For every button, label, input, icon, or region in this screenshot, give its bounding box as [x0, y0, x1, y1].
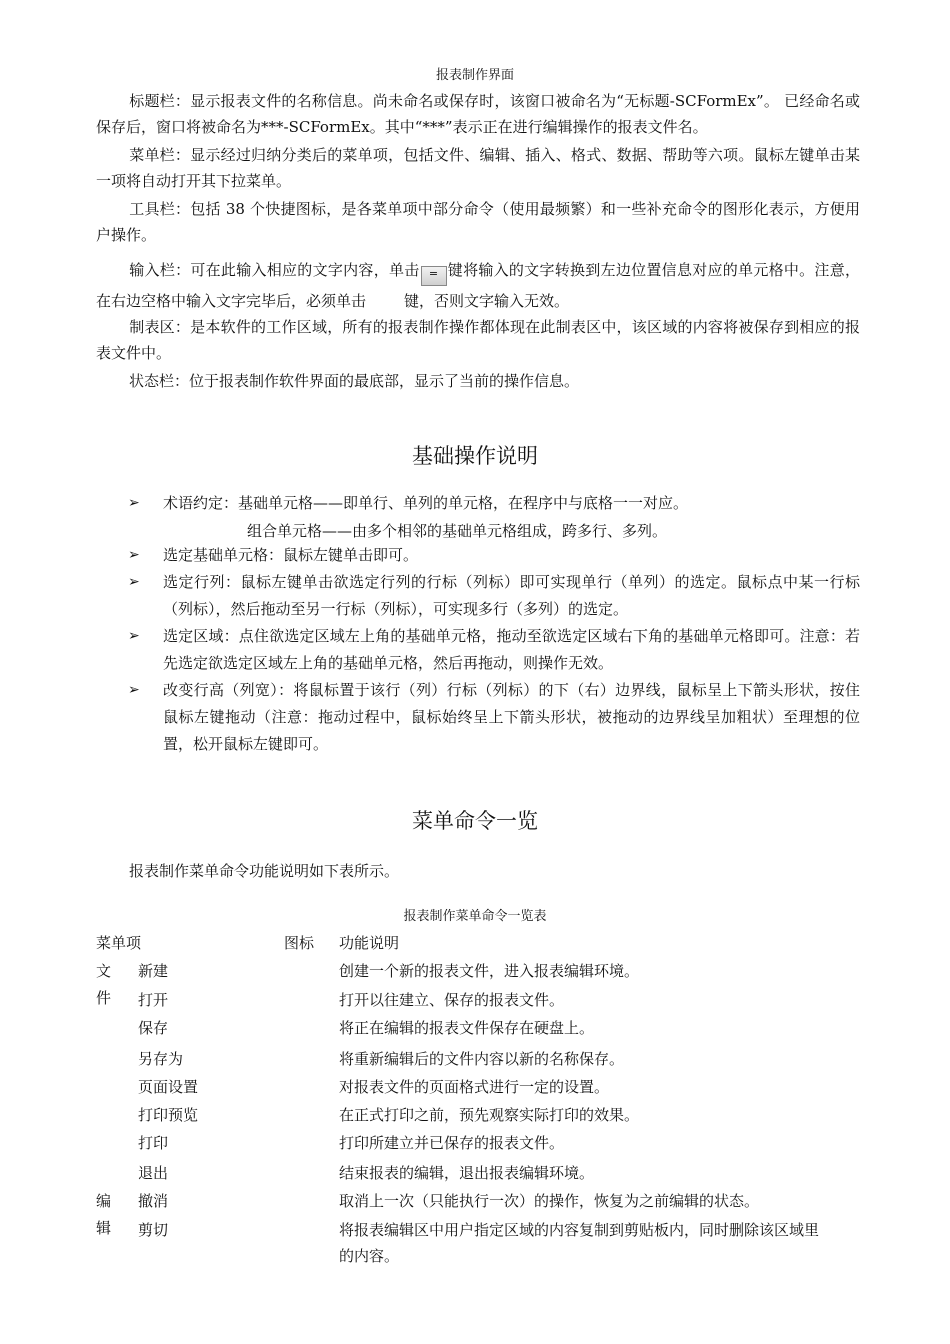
equals-button-icon: =: [421, 266, 447, 286]
bullet-text: 改变行高（列宽）：将鼠标置于该行（列）行标（列标）的下（右）边界线，鼠标呈上下箭头形状，按住鼠标左键拖动（注意：拖动过程中，鼠标始终呈上下箭头形状，被拖动的边界线呈加粗状）至理想的位置，松开鼠标左键即可。: [163, 681, 860, 753]
paragraph-text: 报表制作菜单命令功能说明如下表所示。: [129, 862, 400, 880]
table-intro: [96, 858, 860, 884]
table-row-desc: 打印所建立并已保存的报表文件。: [339, 1134, 565, 1152]
bullet-text: 选定区域：点住欲选定区域左上角的基础单元格，拖动至欲选定区域右下角的基础单元格即可。注意：若先选定欲选定区域左上角的基础单元格，然后再拖动，则操作无效。: [163, 627, 860, 672]
paragraph-text: 状态栏：位于报表制作软件界面的最底部，显示了当前的操作信息。: [129, 372, 580, 390]
group-label-edit: 编: [96, 1192, 112, 1210]
paragraph-text: 输入栏：可在此输入相应的文字内容，单击: [129, 261, 420, 279]
group-label-file: 文: [96, 962, 112, 980]
table-row-desc: 将报表编辑区中用户指定区域的内容复制到剪贴板内，同时删除该区域里的内容。: [339, 1221, 820, 1265]
table-row-item: 撤消: [138, 1192, 169, 1210]
table-row-item: 保存: [138, 1019, 169, 1037]
bullet-terminology-sub: 组合单元格——由多个相邻的基础单元格组成，跨多行、多列。: [247, 522, 668, 540]
bullet-arrow-icon: ➢: [128, 574, 140, 590]
table-row-item: 打开: [138, 991, 169, 1009]
bullet-select-area: [128, 623, 860, 677]
table-row-desc: 将重新编辑后的文件内容以新的名称保存。: [339, 1050, 625, 1068]
paragraph-text: 工具栏：包括 38 个快捷图标，是各菜单项中部分命令（使用最频繁）和一些补充命令的图形化表示，方便用户操作。: [96, 200, 860, 244]
bullet-select-cell: [128, 542, 860, 569]
table-row-item: 打印预览: [138, 1106, 199, 1124]
table-row-desc: 将正在编辑的报表文件保存在硬盘上。: [339, 1019, 595, 1037]
bullet-arrow-icon: ➢: [128, 628, 140, 644]
page-caption: 报表制作界面: [435, 68, 514, 83]
bullet-arrow-icon: ➢: [128, 495, 140, 511]
paragraph-table-area: [96, 314, 860, 366]
table-row-desc: 在正式打印之前，预先观察实际打印的效果。: [339, 1106, 640, 1124]
bullet-text: 选定基础单元格：鼠标左键单击即可。: [163, 546, 419, 564]
bullet-arrow-icon: ➢: [128, 547, 140, 563]
table-row-item: 新建: [138, 962, 169, 980]
paragraph-text: 键将输入的文字转换到左边位置信息对应的单元格中。注意，在右边空格中输入文字完毕后，必须单击: [96, 261, 860, 310]
group-label-edit: 辑: [96, 1219, 112, 1237]
table-row-item: 页面设置: [138, 1078, 199, 1096]
table-row-desc: 结束报表的编辑，退出报表编辑环境。: [339, 1164, 595, 1182]
table-row-desc: 打开以往建立、保存的报表文件。: [339, 991, 565, 1009]
section-heading-basic-ops: 基础操作说明: [412, 444, 538, 468]
paragraph-text: 菜单栏：显示经过归纳分类后的菜单项，包括文件、编辑、插入、格式、数据、帮助等六项。鼠标左键单击某一项将自动打开其下拉菜单。: [96, 146, 860, 190]
table-row-desc: 取消上一次（只能执行一次）的操作，恢复为之前编辑的状态。: [339, 1192, 760, 1210]
section-heading-menu-commands: 菜单命令一览: [412, 809, 538, 833]
paragraph-text: 键，否则文字输入无效。: [404, 292, 570, 310]
table-row-item: 退出: [138, 1164, 169, 1182]
group-label-file: 件: [96, 989, 112, 1007]
paragraph-text: 标题栏：显示报表文件的名称信息。尚未命名或保存时，该窗口被命名为“无标题-SCFormEx”。 已经命名或保存后，窗口将被命名为***-SCFormEx。其中“***”表示正在进行编辑操作的报表文件名。: [96, 92, 860, 136]
table-header-menu: 菜单项: [96, 934, 142, 952]
table-header-desc: 功能说明: [339, 934, 400, 952]
bullet-text: 选定行列：鼠标左键单击欲选定行列的行标（列标）即可实现单行（单列）的选定。鼠标点中某一行标（列标），然后拖动至另一行标（列标），可实现多行（多列）的选定。: [163, 573, 860, 618]
paragraph-text: 制表区：是本软件的工作区域，所有的报表制作操作都体现在此制表区中，该区域的内容将被保存到相应的报表文件中。: [96, 318, 860, 362]
paragraph-toolbar: [96, 196, 860, 248]
table-row-item: 打印: [138, 1134, 169, 1152]
table-row-desc: 对报表文件的页面格式进行一定的设置。: [339, 1078, 610, 1096]
paragraph-input-bar: [96, 255, 860, 316]
bullet-text: 术语约定：基础单元格——即单行、单列的单元格，在程序中与底格一一对应。: [163, 494, 689, 512]
paragraph-title-bar: [96, 88, 860, 140]
table-row-item: 另存为: [138, 1050, 184, 1068]
bullet-select-rows: [128, 569, 860, 623]
table-row-item: 剪切: [138, 1221, 169, 1239]
table-header-icon: 图标: [284, 934, 315, 952]
paragraph-menu-bar: [96, 142, 860, 194]
bullet-arrow-icon: ➢: [128, 682, 140, 698]
table-row-desc: 创建一个新的报表文件，进入报表编辑环境。: [339, 962, 640, 980]
paragraph-status-bar: [96, 368, 860, 394]
table-caption: 报表制作菜单命令一览表: [403, 909, 547, 924]
bullet-resize: [128, 677, 860, 758]
bullet-terminology: [128, 490, 860, 517]
